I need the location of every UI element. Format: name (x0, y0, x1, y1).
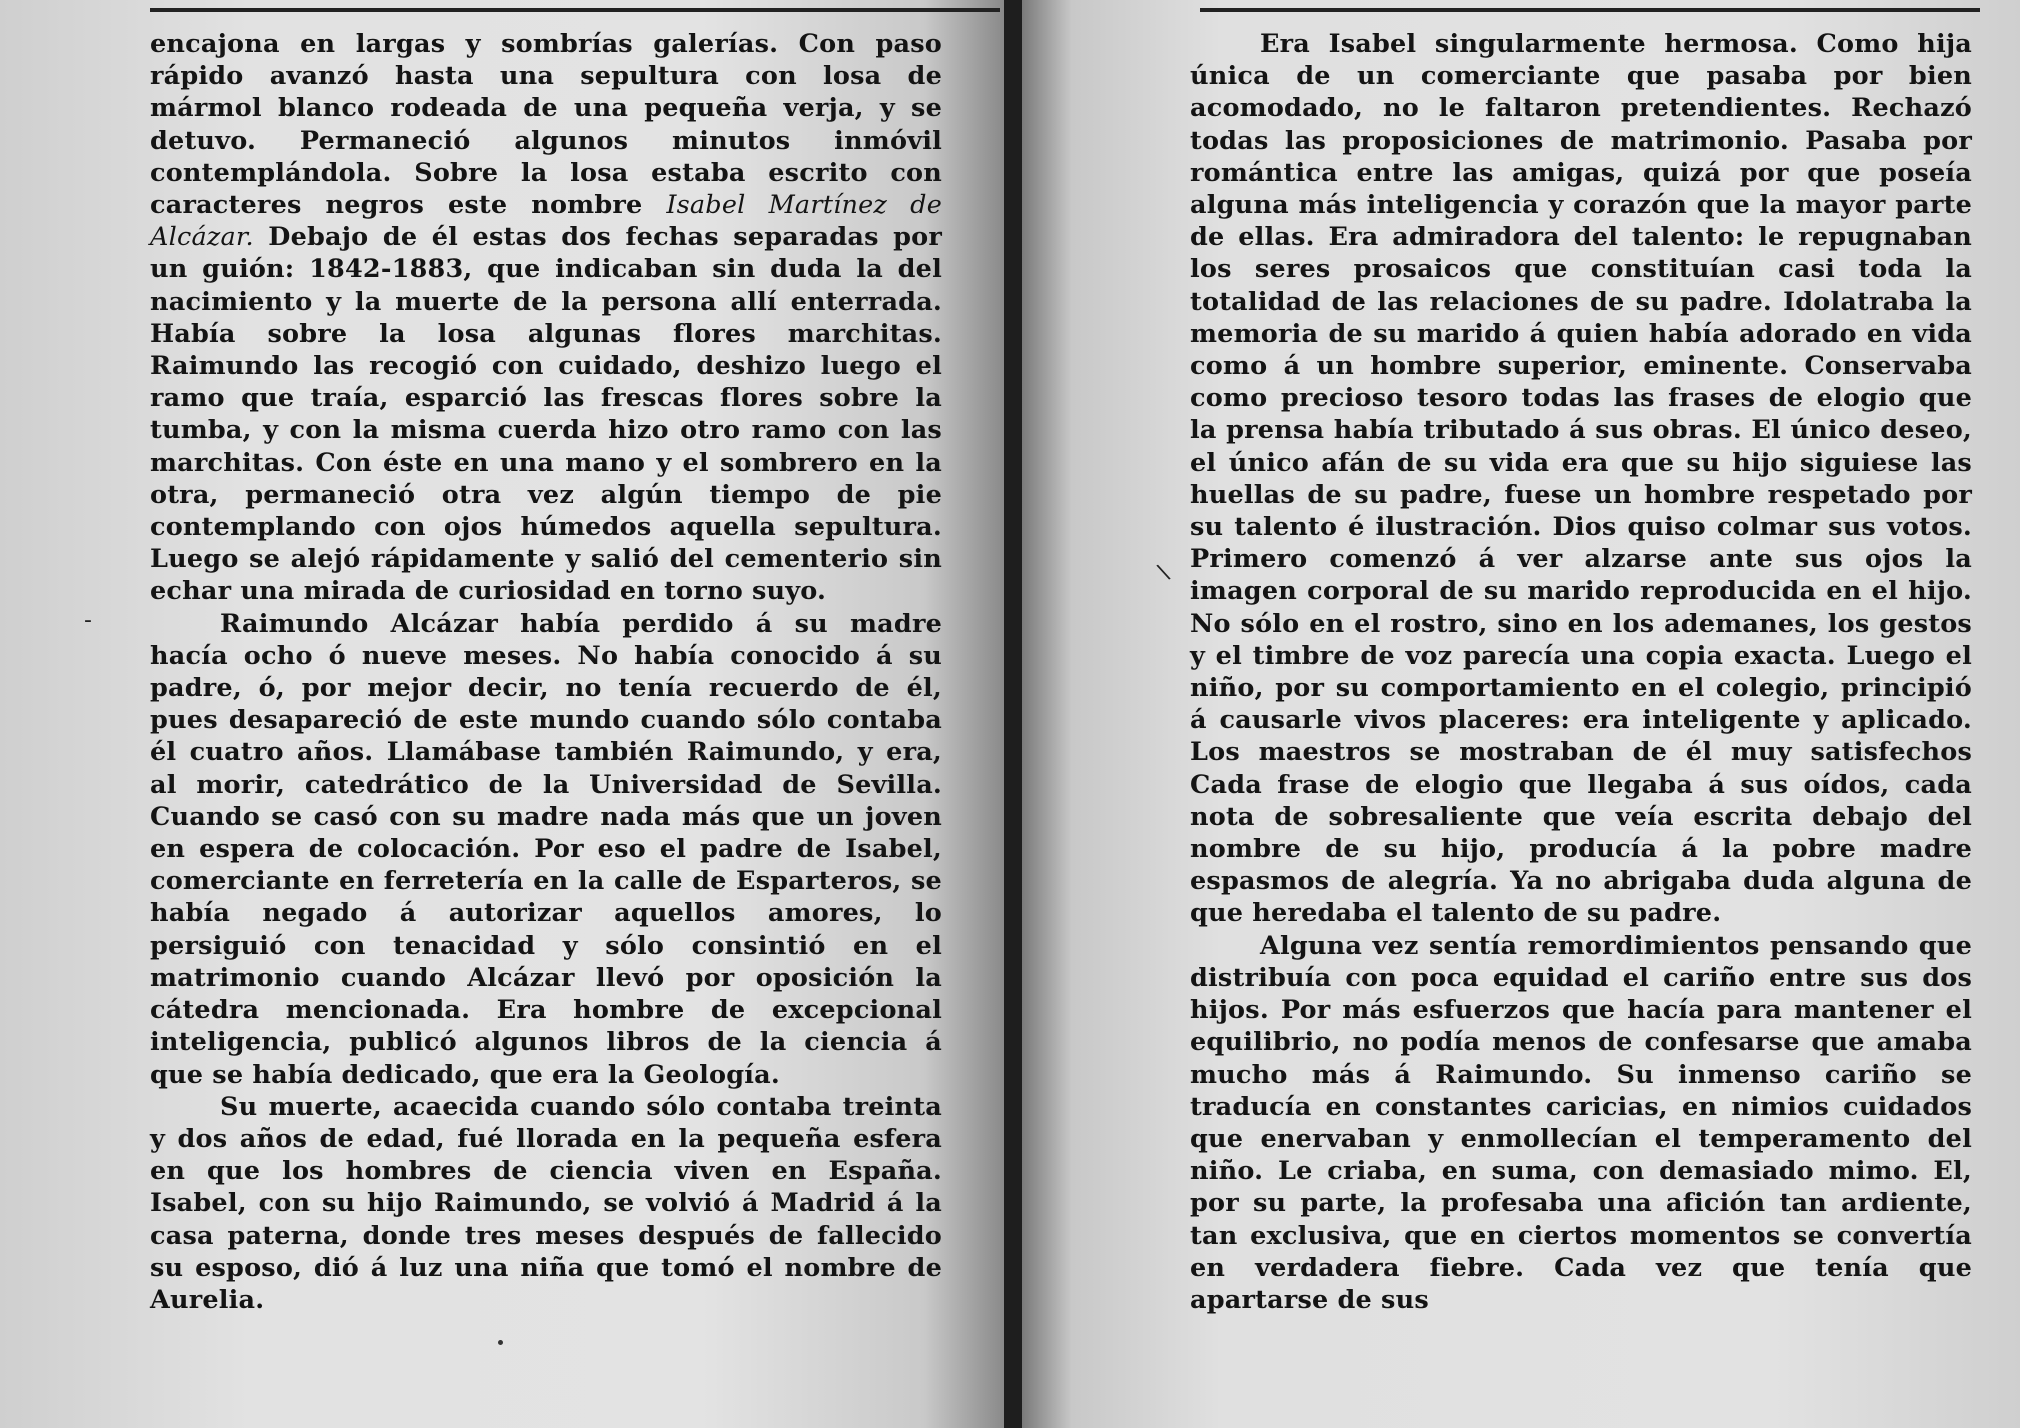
left-paragraph-1 (150, 28, 942, 608)
margin-mark-right: \ (1155, 559, 1173, 586)
right-paragraph-2: Alguna vez sentía remordimientos pensando que distribuía con poca equidad el cariño entre sus dos hijos. Por más esfuerzos que hacía para mantener el equilibrio, no podía menos de confesarse que amaba mucho más á Raimundo. Su inmenso cariño se traducía en constantes caricias, en nimios cuidados que enervaban y enmollecían el temperamento del niño. Le criaba, en suma, con demasiado mimo. El, por su parte, la profesaba una afición tan ardiente, tan exclusiva, que en ciertos momentos se convertía en verdadera fiebre. Cada vez que tenía que apartarse de sus (1190, 930, 1972, 1315)
margin-mark-left: - (84, 608, 92, 633)
speck (498, 1340, 503, 1345)
top-rule (1200, 8, 1980, 12)
left-page-text (150, 28, 942, 1316)
right-paragraph-1: Era Isabel singularmente hermosa. Como hija única de un comerciante que pasaba por bien acomodado, no le faltaron pretendientes. Rechazó todas las proposiciones de matrimonio. Pasaba por romántica entre las amigas, quizá por que poseía alguna más inteligencia y corazón que la mayor parte de ellas. Era admiradora del talento: le repugnaban los seres prosaicos que constituían casi toda la totalidad de las relaciones de su padre. Idolatraba la memoria de su marido á quien había adorado en vida como á un hombre superior, eminente. Conservaba como precioso tesoro todas las frases de elogio que la prensa había tributado á sus obras. El único deseo, el único afán de su vida era que su hijo siguiese las huellas de su padre, fuese un hombre respetado por su talento é ilustración. Dios quiso colmar sus votos. Primero comenzó á ver alzarse ante sus ojos la imagen corporal de su marido reproducida en el hijo. No sólo en el rostro, sino en los ademanes, los gestos y el timbre de voz parecía una copia exacta. Luego el niño, por su comportamiento en el colegio, principió á causarle vivos placeres: era inteligente y aplicado. Los maestros se mostraban de él muy satisfechos Cada frase de elogio que llegaba á sus oídos, cada nota de sobresaliente que veía escrita debajo del nombre de su hijo, producía á la pobre madre espasmos de alegría. Ya no abrigaba duda alguna de que heredaba el talento de su padre. (1190, 29, 1972, 929)
left-page (0, 0, 1004, 1428)
book-gutter (1004, 0, 1022, 1428)
left-paragraph-1-text-end: Debajo de él estas dos fechas separadas por un guión: 1842-1883, que indicaban sin duda la del nacimiento y la muerte de la persona allí enterrada. Había sobre la losa algunas flores marchitas. Raimundo las recogió con cuidado, deshizo luego el ramo que traía, esparció las frescas flores sobre la tumba, y con la misma cuerda hizo otro ramo con las marchitas. Con éste en una mano y el sombrero en la otra, permaneció otra vez algún tiempo de pie contemplando con ojos húmedos aquella sepultura. Luego se alejó rápidamente y salió del cementerio sin echar una mirada de curiosidad en torno suyo. (150, 222, 942, 607)
tombstone-name: Isabel Martínez de Alcázar. (150, 190, 942, 253)
left-paragraph-2: Raimundo Alcázar había perdido á su madre hacía ocho ó nueve meses. No había conocido á su padre, ó, por mejor decir, no tenía recuerdo de él, pues desapareció de este mundo cuando sólo contaba él cuatro años. Llamábase también Raimundo, y era, al morir, catedrático de la Universidad de Sevilla. Cuando se casó con su madre nada más que un joven en espera de colocación. Por eso el padre de Isabel, comerciante en ferretería en la calle de Esparteros, se había negado á autorizar aquellos amores, lo persiguió con tenacidad y sólo consintió en el matrimonio cuando Alcázar llevó por oposición la cátedra mencionada. Era hombre de excepcional inteligencia, publicó algunos libros de la ciencia á que se había dedicado, que era la Geología. (150, 608, 942, 1090)
top-rule (150, 8, 1000, 12)
right-page-text (1190, 28, 1972, 1316)
left-paragraph-3: Su muerte, acaecida cuando sólo contaba treinta y dos años de edad, fué llorada en la pequeña esfera en que los hombres de ciencia viven en España. Isabel, con su hijo Raimundo, se volvió á Madrid á la casa paterna, donde tres meses después de fallecido su esposo, dió á luz una niña que tomó el nombre de Aurelia. (150, 1091, 942, 1315)
left-paragraph-1-text-start: encajona en largas y sombrías galerías. Con paso rápido avanzó hasta una sepultura con losa de mármol blanco rodeada de una pequeña verja, y se detuvo. Permaneció algunos minutos inmóvil contemplándola. Sobre la losa estaba escrito con caracteres negros este nombre (150, 29, 942, 221)
